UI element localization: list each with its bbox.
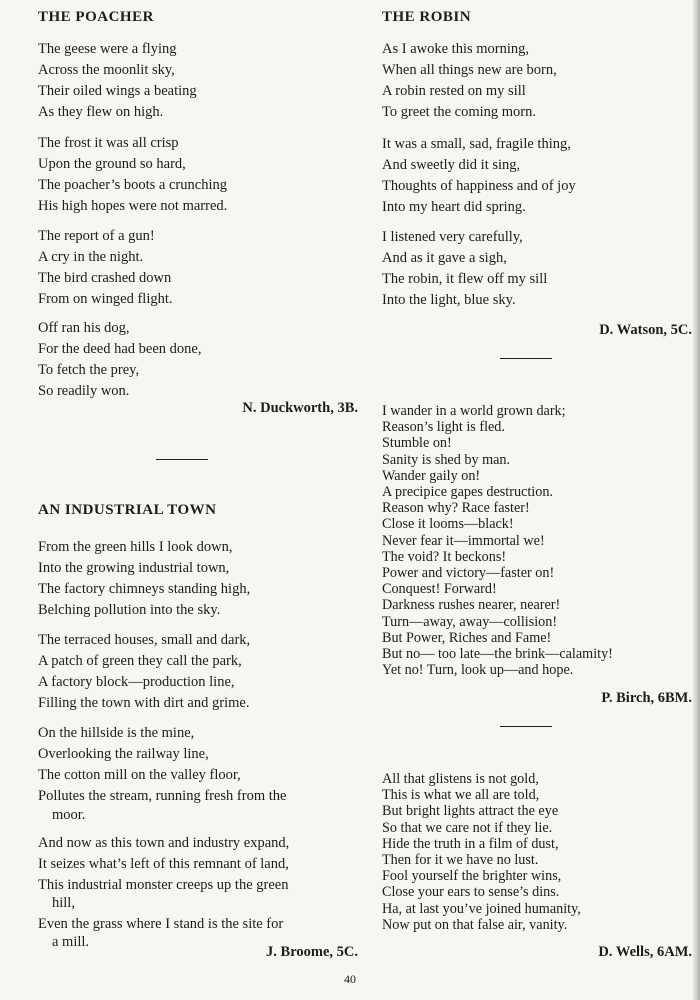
poacher-stanza-4 (38, 318, 201, 402)
poem-line: Overlooking the railway line, (38, 746, 209, 762)
author-credit: J. Broome, 5C. (266, 944, 358, 960)
glistens-poem (382, 771, 581, 933)
poem-line: To greet the coming morn. (382, 104, 537, 120)
poem-line: On the hillside is the mine, (38, 725, 195, 741)
poem-line: Upon the ground so hard, (38, 156, 186, 172)
poem-line: Even the grass where I stand is the site for (38, 916, 284, 932)
poem-line: Into the light, blue sky. (382, 292, 516, 308)
section-divider (500, 358, 552, 359)
industrial-stanza-4 (38, 833, 289, 949)
poem-line: The void? It beckons! (382, 548, 507, 565)
poem-line: The robin, it flew off my sill (382, 271, 548, 287)
poem-line: Filling the town with dirt and grime. (38, 695, 250, 711)
poem-line: hill, (52, 895, 75, 911)
poem-line: The report of a gun! (38, 228, 155, 244)
robin-stanza-3 (382, 227, 547, 311)
poem-line: The frost it was all crisp (38, 135, 179, 151)
page-number: 40 (344, 972, 356, 986)
poem-line: Darkness rushes nearer, nearer! (382, 597, 561, 614)
poem-line: A cry in the night. (38, 249, 144, 265)
poem-line: Their oiled wings a beating (38, 83, 197, 99)
poem-line: A robin rested on my sill (382, 83, 526, 99)
poem-line: Never fear it—immortal we! (382, 532, 545, 549)
poem-line: This is what we all are told, (382, 787, 540, 804)
poem-line: So readily won. (38, 383, 130, 399)
poacher-stanza-2 (38, 133, 227, 217)
poem-line: From on winged flight. (38, 291, 173, 307)
page-edge-shadow (692, 0, 700, 1000)
poem-line: But bright lights attract the eye (382, 803, 559, 820)
poacher-stanza-1 (38, 39, 197, 123)
poem-line: A precipice gapes destruction. (382, 484, 553, 501)
poem-title-robin: THE ROBIN (382, 9, 472, 25)
poem-line: Hide the truth in a film of dust, (382, 835, 559, 852)
poem-line: a mill. (52, 934, 90, 950)
poem-line: The geese were a flying (38, 41, 177, 57)
poem-line: It seizes what’s left of this remnant of land, (38, 856, 289, 872)
poem-line: The factory chimneys standing high, (38, 581, 251, 597)
author-credit: P. Birch, 6BM. (601, 690, 692, 706)
poem-line: It was a small, sad, fragile thing, (382, 136, 571, 152)
poacher-stanza-3 (38, 226, 173, 310)
poem-line: Conquest! Forward! (382, 581, 497, 598)
poem-line: I wander in a world grown dark; (382, 403, 566, 419)
poem-line: To fetch the prey, (38, 362, 140, 378)
poem-line: The poacher’s boots a crunching (38, 177, 227, 193)
industrial-stanza-1 (38, 537, 250, 621)
poem-line: All that glistens is not gold, (382, 771, 539, 787)
poem-line: The cotton mill on the valley floor, (38, 767, 241, 783)
poem-line: Wander gaily on! (382, 467, 481, 484)
poem-line: A patch of green they call the park, (38, 653, 242, 669)
poem-line: Off ran his dog, (38, 320, 130, 336)
poem-line: And as it gave a sigh, (382, 250, 507, 266)
poem-line: The terraced houses, small and dark, (38, 632, 251, 648)
section-divider (156, 459, 208, 460)
poem-title-poacher: THE POACHER (38, 9, 154, 25)
poem-line: Ha, at last you’ve joined humanity, (382, 900, 581, 917)
poem-line: Stumble on! (382, 435, 452, 452)
poem-line: His high hopes were not marred. (38, 198, 228, 214)
poem-line: Turn—away, away—collision! (382, 613, 558, 630)
poem-line: Across the moonlit sky, (38, 62, 175, 78)
world-dark-poem (382, 403, 613, 678)
robin-stanza-1 (382, 39, 557, 123)
poem-line: Sanity is shed by man. (382, 451, 511, 468)
poem-line: moor. (52, 807, 86, 823)
poem-line: Reason why? Race faster! (382, 500, 530, 517)
robin-stanza-2 (382, 134, 576, 218)
poem-line: I listened very carefully, (382, 229, 523, 245)
section-divider (500, 726, 552, 727)
poem-line: And sweetly did it sing, (382, 157, 521, 173)
poem-line: Then for it we have no lust. (382, 852, 539, 869)
poem-line: Thoughts of happiness and of joy (382, 178, 576, 194)
poem-line: So that we care not if they lie. (382, 819, 553, 836)
poem-line: When all things new are born, (382, 62, 557, 78)
author-credit: N. Duckworth, 3B. (242, 400, 358, 416)
poem-line: As they flew on high. (38, 104, 164, 120)
poem-line: But no— too late—the brink—calamity! (382, 646, 613, 663)
author-credit: D. Watson, 5C. (599, 322, 692, 338)
poem-line: Into the growing industrial town, (38, 560, 230, 576)
poem-line: This industrial monster creeps up the green (38, 877, 289, 893)
poem-line: Reason’s light is fled. (382, 419, 505, 436)
poem-line: A factory block—production line, (38, 674, 235, 690)
poem-line: Yet no! Turn, look up—and hope. (382, 662, 574, 679)
poem-line: Power and victory—faster on! (382, 565, 555, 582)
author-credit: D. Wells, 6AM. (598, 944, 692, 960)
poem-line: As I awoke this morning, (382, 41, 529, 57)
poem-line: But Power, Riches and Fame! (382, 629, 552, 646)
poem-line: Close it looms—black! (382, 516, 514, 533)
industrial-stanza-2 (38, 630, 250, 714)
poem-line: Close your ears to sense’s dins. (382, 884, 560, 901)
poem-line: Belching pollution into the sky. (38, 602, 221, 618)
poem-line: From the green hills I look down, (38, 539, 233, 555)
poem-title-industrial-town: AN INDUSTRIAL TOWN (38, 502, 217, 518)
poem-line: Fool yourself the brighter wins, (382, 868, 562, 885)
poem-line: For the deed had been done, (38, 341, 202, 357)
industrial-stanza-3 (38, 723, 286, 823)
poem-line: Into my heart did spring. (382, 199, 526, 215)
poem-line: And now as this town and industry expand, (38, 835, 290, 851)
poem-line: The bird crashed down (38, 270, 172, 286)
poem-line: Pollutes the stream, running fresh from the (38, 788, 287, 804)
poem-line: Now put on that false air, vanity. (382, 916, 568, 933)
